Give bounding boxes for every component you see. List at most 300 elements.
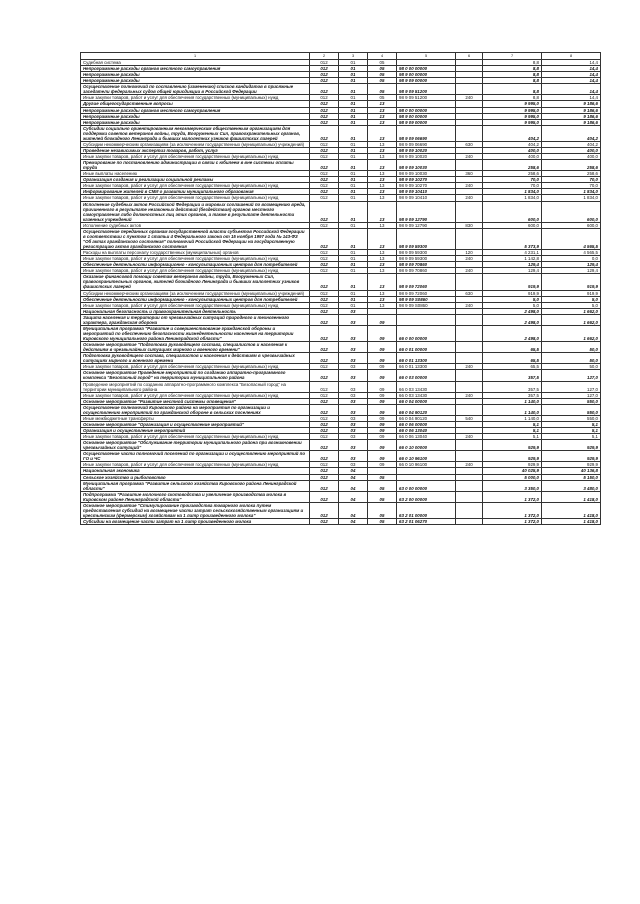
- row-amount-1: 8,8: [483, 60, 542, 66]
- row-admin-code: 012: [310, 370, 339, 381]
- row-name: Организация и осуществление мероприятий: [81, 428, 310, 434]
- row-target-code: 98 9 09 72060: [397, 290, 456, 296]
- row-target-code: 66 0 10 96100: [397, 451, 456, 462]
- row-amount-1: 5 373,9: [483, 228, 542, 249]
- row-amount-2: 550,0: [542, 398, 601, 404]
- row-amount-1: 357,5: [483, 381, 542, 392]
- row-name: Иные закупки товаров, работ и услуг для обеспечения государственных (муниципальных) нужд: [81, 434, 310, 440]
- row-amount-1: 70,0: [483, 183, 542, 189]
- row-section-code: 01: [339, 274, 368, 290]
- row-expense-type: 240: [456, 195, 483, 201]
- table-row: [81, 160, 601, 171]
- row-target-code: 98 9 09 10410: [397, 189, 456, 195]
- row-amount-1: 8,8: [483, 84, 542, 95]
- row-target-code: 98 9 09 10020: [397, 154, 456, 160]
- row-admin-code: 012: [310, 60, 339, 66]
- row-amount-1: 2 498,0: [483, 325, 542, 341]
- row-admin-code: 012: [310, 502, 339, 518]
- row-admin-code: 012: [310, 125, 339, 141]
- row-section-code: 03: [339, 404, 368, 415]
- row-admin-code: 012: [310, 160, 339, 171]
- row-amount-1: 129,4: [483, 268, 542, 274]
- row-expense-type: [456, 201, 483, 222]
- column-number: 7: [483, 53, 542, 60]
- table-row: [81, 381, 601, 392]
- row-amount-1: 1 140,0: [483, 415, 542, 421]
- row-name: Муниципальная программа "Развитие сельского хозяйства Кировского района Ленинградской области": [81, 480, 310, 491]
- row-target-code: 98 9 00 00000: [397, 113, 456, 119]
- row-admin-code: 012: [310, 308, 339, 314]
- row-amount-2: 129,4: [542, 268, 601, 274]
- row-section-code: 03: [339, 325, 368, 341]
- row-section-code: 01: [339, 125, 368, 141]
- row-target-code: 66 0 01 13300: [397, 353, 456, 364]
- row-section-code: 03: [339, 415, 368, 421]
- row-name: Непрограммные расходы: [81, 113, 310, 119]
- row-subsection-code: 05: [368, 72, 397, 78]
- row-amount-2: 1 418,0: [542, 502, 601, 518]
- row-target-code: 66 0 06 00000: [397, 421, 456, 427]
- row-amount-1: 5,0: [483, 296, 542, 302]
- row-admin-code: 012: [310, 314, 339, 325]
- row-section-code: 03: [339, 398, 368, 404]
- row-amount-1: 65,5: [483, 342, 542, 353]
- row-name: Непрограммные расходы: [81, 119, 310, 125]
- budget-table: [80, 52, 601, 525]
- row-target-code: 98 9 09 51200: [397, 95, 456, 101]
- table-row: [81, 404, 601, 415]
- row-target-code: 66 0 10 96100: [397, 462, 456, 468]
- row-amount-1: 9 995,0: [483, 107, 542, 113]
- column-number: 1: [81, 53, 310, 60]
- row-subsection-code: 13: [368, 274, 397, 290]
- row-name: Основное мероприятие "Подготовка руководящего состава, специалистов и населения к действиям в чрезвычайных ситуациях мирного и военного времени": [81, 342, 310, 353]
- row-section-code: 01: [339, 78, 368, 84]
- row-admin-code: 012: [310, 222, 339, 228]
- row-amount-1: 1 142,8: [483, 256, 542, 262]
- row-amount-2: 1 662,0: [542, 325, 601, 341]
- row-subsection-code: 05: [368, 78, 397, 84]
- row-name: Обеспечение деятельности информационно - консультационных центров для потребителей: [81, 296, 310, 302]
- row-subsection-code: 13: [368, 262, 397, 268]
- row-subsection-code: 13: [368, 154, 397, 160]
- row-section-code: 01: [339, 84, 368, 95]
- row-expense-type: 540: [456, 415, 483, 421]
- row-expense-type: [456, 502, 483, 518]
- row-name: Обеспечение деятельности информационно - консультационных центров для потребителей: [81, 262, 310, 268]
- row-subsection-code: 05: [368, 491, 397, 502]
- row-admin-code: 012: [310, 268, 339, 274]
- row-subsection-code: 13: [368, 125, 397, 141]
- row-section-code: 04: [339, 491, 368, 502]
- row-expense-type: [456, 84, 483, 95]
- row-section-code: 01: [339, 183, 368, 189]
- row-section-code: 01: [339, 222, 368, 228]
- row-subsection-code: 05: [368, 60, 397, 66]
- row-subsection-code: 09: [368, 342, 397, 353]
- row-admin-code: 012: [310, 262, 339, 268]
- row-name: Организация создания и реализации социальной рекламы: [81, 177, 310, 183]
- row-name: Иные закупки товаров, работ и услуг для обеспечения государственных (муниципальных) нужд: [81, 95, 310, 101]
- row-name: Непрограммные расходы органов местного самоуправления: [81, 107, 310, 113]
- row-target-code: 66 0 03 13430: [397, 381, 456, 392]
- row-subsection-code: 09: [368, 381, 397, 392]
- row-admin-code: 012: [310, 141, 339, 147]
- row-expense-type: 360: [456, 171, 483, 177]
- row-expense-type: [456, 370, 483, 381]
- row-section-code: 01: [339, 228, 368, 249]
- row-amount-1: 404,2: [483, 141, 542, 147]
- row-subsection-code: 05: [368, 519, 397, 525]
- row-subsection-code: 13: [368, 177, 397, 183]
- column-number: 8: [542, 53, 601, 60]
- row-name: Субсидии социально ориентированным некоммерческим общественным организациям для поддержки советов ветеранов войны, труда, Вооруженных Сил, правоохранительных органов, жителей блокадного Ленинграда и бывших малолетних узников фашистских лагерей: [81, 125, 310, 141]
- row-target-code: 98 9 09 70860: [397, 268, 456, 274]
- row-target-code: 66 0 06 13040: [397, 434, 456, 440]
- row-amount-2: 4 565,5: [542, 228, 601, 249]
- row-amount-2: 258,6: [542, 171, 601, 177]
- row-subsection-code: 09: [368, 325, 397, 341]
- row-admin-code: 012: [310, 296, 339, 302]
- row-section-code: 01: [339, 141, 368, 147]
- row-amount-2: 50,0: [542, 353, 601, 364]
- row-subsection-code: 13: [368, 107, 397, 113]
- row-expense-type: [456, 451, 483, 462]
- row-amount-1: 129,4: [483, 262, 542, 268]
- row-subsection-code: 05: [368, 84, 397, 95]
- row-amount-2: 929,9: [542, 440, 601, 451]
- row-amount-1: 9 995,0: [483, 113, 542, 119]
- row-amount-2: 550,0: [542, 415, 601, 421]
- row-name: Проведение мероприятий по созданию аппаратно-программного комплекса "Безопасный город" на территории муниципального района: [81, 381, 310, 392]
- row-subsection-code: 09: [368, 428, 397, 434]
- row-expense-type: 120: [456, 250, 483, 256]
- row-target-code: 98 0 00 00000: [397, 107, 456, 113]
- table-row: [81, 228, 601, 249]
- row-expense-type: [456, 404, 483, 415]
- row-target-code: 63 0 00 00000: [397, 480, 456, 491]
- column-number-row: [81, 53, 601, 60]
- row-expense-type: [456, 160, 483, 171]
- row-admin-code: 012: [310, 84, 339, 95]
- row-subsection-code: 13: [368, 250, 397, 256]
- row-name: Муниципальная программа "Развитие и совершенствование гражданской обороны и мероприятий по обеспечению безопасности жизнедеятельности населения на территории Кировского муниципального района Ленинградской области": [81, 325, 310, 341]
- row-subsection-code: 13: [368, 160, 397, 171]
- row-amount-2: 1 418,0: [542, 519, 601, 525]
- row-target-code: 98 9 09 70860: [397, 262, 456, 268]
- table-row: [81, 370, 601, 381]
- row-name: Национальная экономика: [81, 468, 310, 474]
- row-target-code: 66 0 06 13040: [397, 428, 456, 434]
- row-expense-type: 240: [456, 154, 483, 160]
- row-target-code: 66 0 01 13300: [397, 364, 456, 370]
- row-name: Основное мероприятие "Обслуживание территории муниципального района при возникновении чрезвычайных ситуаций": [81, 440, 310, 451]
- row-subsection-code: 13: [368, 268, 397, 274]
- row-amount-2: 3 480,0: [542, 480, 601, 491]
- row-amount-2: 14,4: [542, 60, 601, 66]
- row-section-code: 03: [339, 314, 368, 325]
- row-name: Иные межбюджетные трансферты: [81, 415, 310, 421]
- row-amount-2: 9 186,6: [542, 119, 601, 125]
- row-section-code: 03: [339, 440, 368, 451]
- table-row: [81, 342, 601, 353]
- row-expense-type: 240: [456, 392, 483, 398]
- row-name: Непрограммные расходы: [81, 78, 310, 84]
- row-target-code: 63 2 01 00000: [397, 502, 456, 518]
- row-section-code: 03: [339, 381, 368, 392]
- row-name: Расходы на выплаты персоналу государственных (муниципальных) органов: [81, 250, 310, 256]
- row-target-code: 66 0 04 00000: [397, 398, 456, 404]
- row-section-code: 01: [339, 302, 368, 308]
- column-number: 4: [368, 53, 397, 60]
- row-admin-code: 012: [310, 72, 339, 78]
- row-subsection-code: 13: [368, 201, 397, 222]
- row-amount-2: 14,4: [542, 95, 601, 101]
- row-admin-code: 012: [310, 171, 339, 177]
- row-admin-code: 012: [310, 342, 339, 353]
- row-expense-type: 240: [456, 95, 483, 101]
- row-section-code: 01: [339, 154, 368, 160]
- row-amount-2: 9 186,6: [542, 113, 601, 119]
- row-amount-2: 5,0: [542, 296, 601, 302]
- row-expense-type: 830: [456, 222, 483, 228]
- row-amount-1: 9 995,0: [483, 101, 542, 107]
- row-section-code: 03: [339, 342, 368, 353]
- row-admin-code: 012: [310, 66, 339, 72]
- row-admin-code: 012: [310, 274, 339, 290]
- row-target-code: 98 9 09 72060: [397, 274, 456, 290]
- row-section-code: 01: [339, 201, 368, 222]
- row-admin-code: 012: [310, 290, 339, 296]
- row-amount-2: 5,1: [542, 434, 601, 440]
- row-target-code: 66 0 03 00000: [397, 370, 456, 381]
- row-amount-2: 1 834,0: [542, 189, 601, 195]
- row-amount-2: 929,9: [542, 451, 601, 462]
- row-admin-code: 012: [310, 451, 339, 462]
- row-expense-type: [456, 325, 483, 341]
- row-amount-2: 9 186,6: [542, 101, 601, 107]
- row-admin-code: 012: [310, 381, 339, 392]
- row-subsection-code: 13: [368, 113, 397, 119]
- row-amount-2: 550,0: [542, 404, 601, 415]
- row-expense-type: 240: [456, 364, 483, 370]
- row-admin-code: 012: [310, 404, 339, 415]
- row-admin-code: 012: [310, 250, 339, 256]
- row-subsection-code: 13: [368, 290, 397, 296]
- row-expense-type: 240: [456, 302, 483, 308]
- row-amount-1: 1 834,0: [483, 189, 542, 195]
- row-subsection-code: 05: [368, 95, 397, 101]
- row-amount-2: 50,0: [542, 342, 601, 353]
- row-subsection-code: 13: [368, 101, 397, 107]
- row-subsection-code: 13: [368, 296, 397, 302]
- row-admin-code: 012: [310, 113, 339, 119]
- row-amount-2: 14,4: [542, 84, 601, 95]
- row-name: Субсидии некоммерческим организациям (за исключением государственных (муниципальных) учреждений): [81, 290, 310, 296]
- row-amount-1: 5,1: [483, 434, 542, 440]
- row-expense-type: [456, 274, 483, 290]
- row-target-code: 66 0 04 90120: [397, 404, 456, 415]
- row-subsection-code: 09: [368, 404, 397, 415]
- row-section-code: 03: [339, 451, 368, 462]
- row-target-code: 66 0 10 00000: [397, 440, 456, 451]
- row-admin-code: 012: [310, 78, 339, 84]
- row-section-code: 04: [339, 474, 368, 480]
- row-section-code: 03: [339, 308, 368, 314]
- row-name: Оказание финансовой помощи советам ветеранов войны, труда, Вооруженных Сил, правоохранительных органов, жителей блокадного Ленинграда и бывших малолетних узников фашистских лагерей: [81, 274, 310, 290]
- row-amount-2: 400,0: [542, 154, 601, 160]
- row-name: Иные закупки товаров, работ и услуг для обеспечения государственных (муниципальных) нужд: [81, 462, 310, 468]
- row-amount-2: 404,2: [542, 125, 601, 141]
- row-amount-2: 1 662,0: [542, 314, 601, 325]
- row-section-code: 01: [339, 177, 368, 183]
- row-subsection-code: 09: [368, 398, 397, 404]
- row-name: Национальная безопасность и правоохранительная деятельность: [81, 308, 310, 314]
- row-expense-type: [456, 381, 483, 392]
- row-amount-2: 14,4: [542, 72, 601, 78]
- row-amount-2: 5,1: [542, 428, 601, 434]
- row-amount-1: 258,6: [483, 171, 542, 177]
- row-amount-2: 70,0: [542, 177, 601, 183]
- row-section-code: 01: [339, 95, 368, 101]
- row-admin-code: 012: [310, 256, 339, 262]
- row-section-code: 03: [339, 370, 368, 381]
- row-amount-1: 1 372,0: [483, 519, 542, 525]
- row-subsection-code: 13: [368, 119, 397, 125]
- row-amount-2: 129,4: [542, 262, 601, 268]
- row-expense-type: 630: [456, 290, 483, 296]
- row-amount-2: 127,0: [542, 392, 601, 398]
- row-target-code: 98 9 00 00000: [397, 72, 456, 78]
- row-section-code: 01: [339, 268, 368, 274]
- row-subsection-code: 13: [368, 302, 397, 308]
- row-amount-2: 1 834,0: [542, 195, 601, 201]
- table-row: [81, 353, 601, 364]
- row-amount-1: 2 498,0: [483, 314, 542, 325]
- row-target-code: 98 9 09 10030: [397, 160, 456, 171]
- row-target-code: [397, 314, 456, 325]
- table-row: [81, 314, 601, 325]
- table-row: [81, 502, 601, 518]
- table-row: [81, 125, 601, 141]
- row-amount-2: 5 150,0: [542, 474, 601, 480]
- row-target-code: 63 2 01 06270: [397, 519, 456, 525]
- row-amount-1: 919,9: [483, 290, 542, 296]
- row-subsection-code: 05: [368, 502, 397, 518]
- row-amount-1: 70,0: [483, 177, 542, 183]
- row-name: Иные закупки товаров, работ и услуг для обеспечения государственных (муниципальных) нужд: [81, 392, 310, 398]
- row-admin-code: 012: [310, 434, 339, 440]
- row-admin-code: 012: [310, 519, 339, 525]
- row-target-code: 98 9 09 51200: [397, 84, 456, 95]
- row-amount-2: 9 186,6: [542, 107, 601, 113]
- row-section-code: 01: [339, 107, 368, 113]
- row-name: Информирование жителей в СМИ о развитии муниципального образования: [81, 189, 310, 195]
- row-amount-1: 400,0: [483, 154, 542, 160]
- row-amount-1: 8,8: [483, 95, 542, 101]
- row-target-code: 66 0 03 13430: [397, 392, 456, 398]
- table-row: [81, 84, 601, 95]
- row-name: Основное мероприятие "Развитие местной системы оповещения": [81, 398, 310, 404]
- table-row: [81, 274, 601, 290]
- row-admin-code: 012: [310, 189, 339, 195]
- row-subsection-code: 09: [368, 440, 397, 451]
- row-amount-1: 1 372,0: [483, 502, 542, 518]
- row-expense-type: [456, 228, 483, 249]
- row-section-code: 01: [339, 101, 368, 107]
- row-subsection-code: 13: [368, 183, 397, 189]
- row-amount-2: 400,0: [542, 147, 601, 153]
- row-name: Премирование по постановлению администрации в связи с юбилеем в вне системы оплаты труда: [81, 160, 310, 171]
- row-admin-code: 012: [310, 462, 339, 468]
- row-section-code: 01: [339, 119, 368, 125]
- row-name: Подготовка руководящего состава, специалистов и населения к действиям в чрезвычайных ситуациях мирного и военного времени: [81, 353, 310, 364]
- row-expense-type: [456, 125, 483, 141]
- row-target-code: 98 9 09 59300: [397, 256, 456, 262]
- row-name: Другие общегосударственные вопросы: [81, 101, 310, 107]
- row-expense-type: 240: [456, 256, 483, 262]
- row-section-code: 04: [339, 502, 368, 518]
- row-name: Основное мероприятие "Организация и осуществление мероприятий": [81, 421, 310, 427]
- table-row: [81, 491, 601, 502]
- row-admin-code: 012: [310, 154, 339, 160]
- row-name: Иные закупки товаров, работ и услуг для обеспечения государственных (муниципальных) нужд: [81, 364, 310, 370]
- row-section-code: 03: [339, 434, 368, 440]
- row-subsection-code: 13: [368, 141, 397, 147]
- row-admin-code: 012: [310, 421, 339, 427]
- row-name: Иные закупки товаров, работ и услуг для обеспечения государственных (муниципальных) нужд: [81, 154, 310, 160]
- row-expense-type: [456, 440, 483, 451]
- row-amount-1: 929,9: [483, 451, 542, 462]
- row-section-code: 03: [339, 421, 368, 427]
- row-amount-1: 5,1: [483, 428, 542, 434]
- row-amount-2: 929,9: [542, 462, 601, 468]
- row-amount-1: 3 350,0: [483, 480, 542, 491]
- row-admin-code: 012: [310, 491, 339, 502]
- row-section-code: 01: [339, 296, 368, 302]
- row-admin-code: 012: [310, 353, 339, 364]
- row-name: Подпрограмма "Развитие молочного скотоводства и увеличение производства молока в Кировском районе Ленинградской области": [81, 491, 310, 502]
- row-name: Осуществление полномочий по составлению (изменению) списков кандидатов в присяжные заседатели федеральных судов общей юрисдикции в Российской Федерации: [81, 84, 310, 95]
- row-subsection-code: 13: [368, 222, 397, 228]
- table-row: [81, 480, 601, 491]
- row-expense-type: [456, 314, 483, 325]
- row-subsection-code: 13: [368, 195, 397, 201]
- row-section-code: 04: [339, 519, 368, 525]
- row-section-code: 01: [339, 72, 368, 78]
- row-expense-type: 240: [456, 268, 483, 274]
- row-name: Иные закупки товаров, работ и услуг для обеспечения государственных (муниципальных) нужд: [81, 268, 310, 274]
- row-expense-type: [456, 480, 483, 491]
- row-name: Иные закупки товаров, работ и услуг для обеспечения государственных (муниципальных) нужд: [81, 256, 310, 262]
- row-target-code: 63 2 00 00000: [397, 491, 456, 502]
- row-admin-code: 012: [310, 480, 339, 491]
- row-subsection-code: 13: [368, 171, 397, 177]
- row-expense-type: [456, 353, 483, 364]
- row-admin-code: 012: [310, 468, 339, 474]
- row-target-code: 98 9 09 10410: [397, 195, 456, 201]
- table-row: [81, 451, 601, 462]
- row-section-code: 04: [339, 468, 368, 474]
- row-name: Иные выплаты населению: [81, 171, 310, 177]
- row-section-code: 01: [339, 66, 368, 72]
- row-expense-type: 630: [456, 141, 483, 147]
- row-amount-1: 65,5: [483, 353, 542, 364]
- row-amount-1: 1 372,0: [483, 491, 542, 502]
- row-section-code: 04: [339, 480, 368, 491]
- row-target-code: 98 9 09 12790: [397, 222, 456, 228]
- row-admin-code: 012: [310, 177, 339, 183]
